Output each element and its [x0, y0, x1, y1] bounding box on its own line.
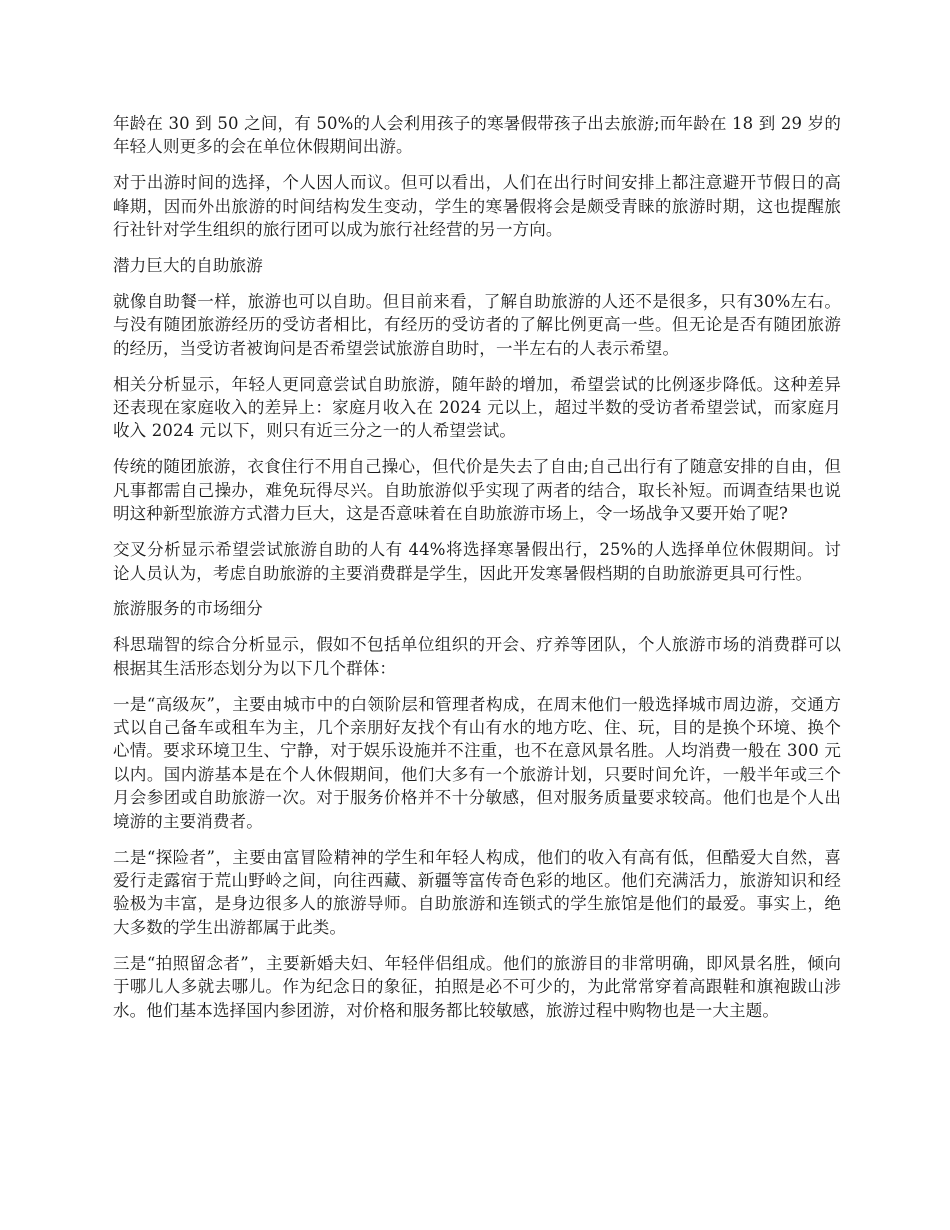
paragraph-segment-photo-takers: 三是“拍照留念者”，主要新婚夫妇、年轻伴侣组成。他们的旅游目的非常明确，即风景名胜，倾向于哪儿人多就去哪儿。作为纪念日的象征，拍照是必不可少的，为此常常穿着高跟鞋和旗袍跋山涉水。他们基本选择国内参团游，对价格和服务都比较敏感，旅游过程中购物也是一大主题。	[113, 953, 841, 1020]
paragraph-self-guided-intro: 就像自助餐一样，旅游也可以自助。但目前来看，了解自助旅游的人还不是很多，只有30%左右。与没有随团旅游经历的受访者相比，有经历的受访者的了解比例更高一些。但无论是否有随团旅游的经历，当受访者被询问是否希望尝试旅游自助时，一半左右的人表示希望。	[113, 291, 841, 358]
paragraph-cross-analysis: 交叉分析显示希望尝试旅游自助的人有 44%将选择寒暑假出行，25%的人选择单位休假期间。讨论人员认为，考虑自助旅游的主要消费群是学生，因此开发寒暑假档期的自助旅游更具可行性。	[113, 540, 841, 583]
paragraph-age-groups: 年龄在 30 到 50 之间，有 50%的人会利用孩子的寒暑假带孩子出去旅游;而年龄在 18 到 29 岁的年轻人则更多的会在单位休假期间出游。	[113, 114, 841, 157]
paragraph-segments-intro: 科思瑞智的综合分析显示，假如不包括单位组织的开会、疗养等团队，个人旅游市场的消费群可以根据其生活形态划分为以下几个群体：	[113, 635, 841, 678]
section-heading-market-segments: 旅游服务的市场细分	[113, 599, 263, 619]
paragraph-segment-senior-gray: 一是“高级灰”，主要由城市中的白领阶层和管理者构成，在周末他们一般选择城市周边游，交通方式以自己备车或租车为主，几个亲朋好友找个有山有水的地方吃、住、玩，目的是换个环境、换个心情。要求环境卫生、宁静，对于娱乐设施并不注重，也不在意风景名胜。人均消费一般在 300 元以内。国内游基本是在个人休假期间，他们大多有一个旅游计划，只要时间允许，一般半年或三个月会参团或自助旅游一次。对于服务价格并不十分敏感，但对服务质量要求较高。他们也是个人出境游的主要消费者。	[113, 694, 841, 831]
paragraph-segment-explorers: 二是“探险者”，主要由富冒险精神的学生和年轻人构成，他们的收入有高有低，但酷爱大自然，喜爱行走露宿于荒山野岭之间，向往西藏、新疆等富传奇色彩的地区。他们充满活力，旅游知识和经验极为丰富，是身边很多人的旅游导师。自助旅游和连锁式的学生旅馆是他们的最爱。事实上，绝大多数的学生出游都属于此类。	[113, 847, 841, 937]
paragraph-group-vs-self: 传统的随团旅游，衣食住行不用自己操心，但代价是失去了自由;自己出行有了随意安排的自由，但凡事都需自己操办，难免玩得尽兴。自助旅游似乎实现了两者的结合，取长补短。而调查结果也说明这种新型旅游方式潜力巨大，这是否意味着在自助旅游市场上，令一场战争又要开始了呢?	[113, 457, 841, 524]
paragraph-age-income-analysis: 相关分析显示，年轻人更同意尝试自助旅游，随年龄的增加，希望尝试的比例逐步降低。这种差异还表现在家庭收入的差异上：家庭月收入在 2024 元以上，超过半数的受访者希望尝试，而家庭月收入 2024 元以下，则只有近三分之一的人希望尝试。	[113, 374, 841, 441]
section-heading-self-guided: 潜力巨大的自助旅游	[113, 256, 263, 276]
paragraph-travel-timing: 对于出游时间的选择，个人因人而议。但可以看出，人们在出行时间安排上都注意避开节假日的高峰期，因而外出旅游的时间结构发生变动，学生的寒暑假将会是颇受青睐的旅游时期，这也提醒旅行社针对学生组织的旅行团可以成为旅行社经营的另一方向。	[113, 173, 841, 240]
document-body	[113, 112, 841, 1034]
